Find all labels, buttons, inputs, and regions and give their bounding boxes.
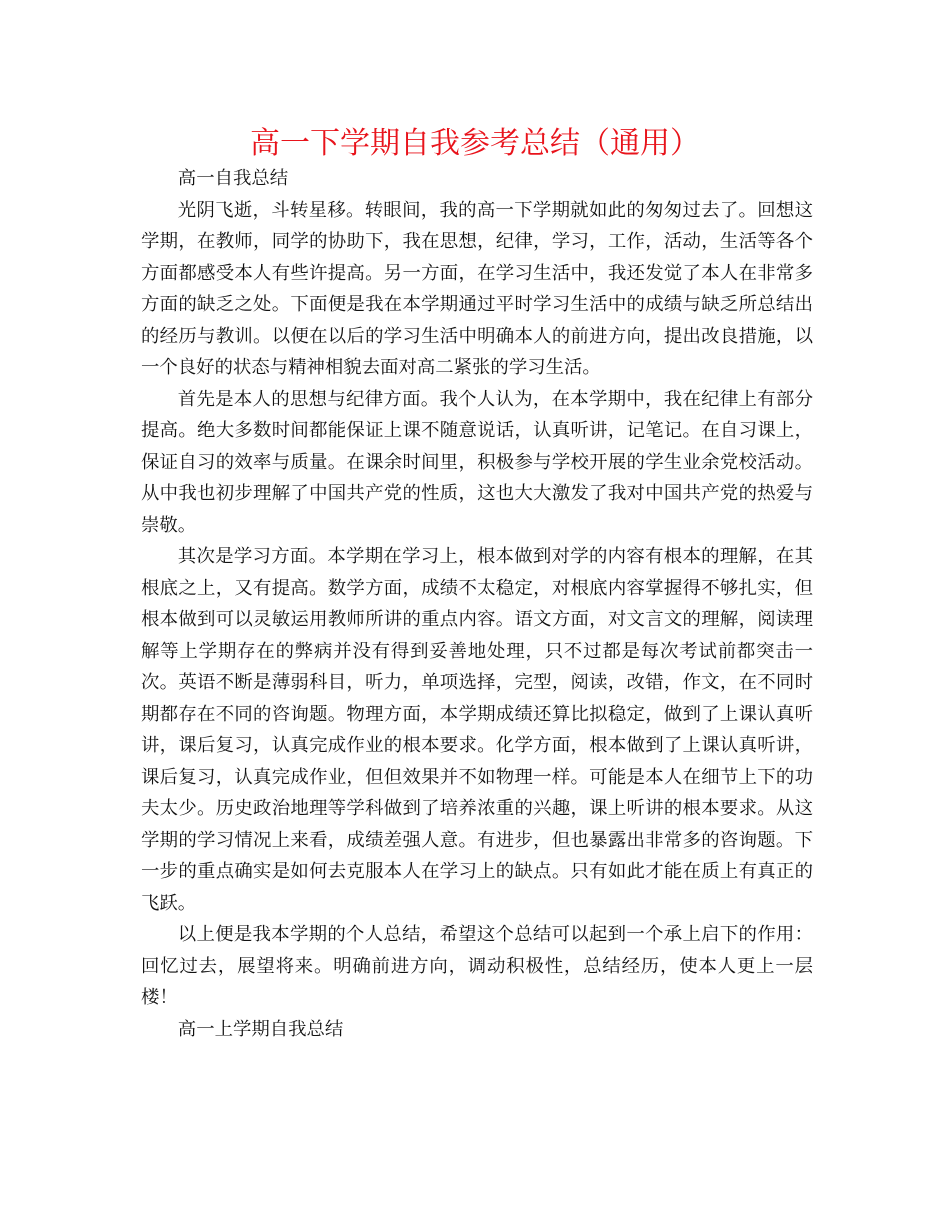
- closing-heading: 高一上学期自我总结: [177, 1018, 344, 1040]
- paragraph-intro: 光阴飞逝，斗转星移。转眼间，我的高一下学期就如此的匆匆过去了。回想这学期，在教师，同学的协助下，我在思想，纪律，学习，工作，活动，生活等各个方面都感受本人有些许提高。另一方面，在学习生活中，我还发觉了本人在非常多方面的缺乏之处。下面便是我在本学期通过平时学习生活中的成绩与缺乏所总结出的经历与教训。以便在以后的学习生活中明确本人的前进方向，提出改良措施，以一个良好的状态与精神相貌去面对高二紧张的学习生活。: [141, 199, 813, 378]
- document-title: 高一下学期自我参考总结（通用）: [250, 126, 700, 161]
- document-body: [141, 163, 813, 1045]
- subtitle-heading: 高一自我总结: [177, 168, 289, 189]
- paragraph-discipline: 首先是本人的思想与纪律方面。我个人认为，在本学期中，我在纪律上有部分提高。绝大多数时间都能保证上课不随意说话，认真听讲，记笔记。在自习课上，保证自习的效率与质量。在课余时间里，积极参与学校开展的学生业余党校活动。从中我也初步理解了中国共产党的性质，这也大大激发了我对中国共产党的热爱与崇敬。: [141, 388, 813, 536]
- paragraph-study: 其次是学习方面。本学期在学习上，根本做到对学的内容有根本的理解，在其根底之上，又有提高。数学方面，成绩不太稳定，对根底内容掌握得不够扎实，但根本做到可以灵敏运用教师所讲的重点内容。语文方面，对文言文的理解，阅读理解等上学期存在的弊病并没有得到妥善地处理，只不过都是每次考试前都突击一次。英语不断是薄弱科目，听力，单项选择，完型，阅读，改错，作文，在不同时期都存在不同的咨询题。物理方面，本学期成绩还算比拟稳定，做到了上课认真听讲，课后复习，认真完成作业的根本要求。化学方面，根本做到了上课认真听讲，课后复习，认真完成作业，但但效果并不如物理一样。可能是本人在细节上下的功夫太少。历史政治地理等学科做到了培养浓重的兴趣，课上听讲的根本要求。从这学期的学习情况上来看，成绩差强人意。有进步，但也暴露出非常多的咨询题。下一步的重点确实是如何去克服本人在学习上的缺点。只有如此才能在质上有真正的飞跃。: [141, 546, 813, 914]
- paragraph-conclusion: 以上便是我本学期的个人总结，希望这个总结可以起到一个承上启下的作用：回忆过去，展望将来。明确前进方向，调动积极性，总结经历，使本人更上一层楼！: [141, 924, 813, 1008]
